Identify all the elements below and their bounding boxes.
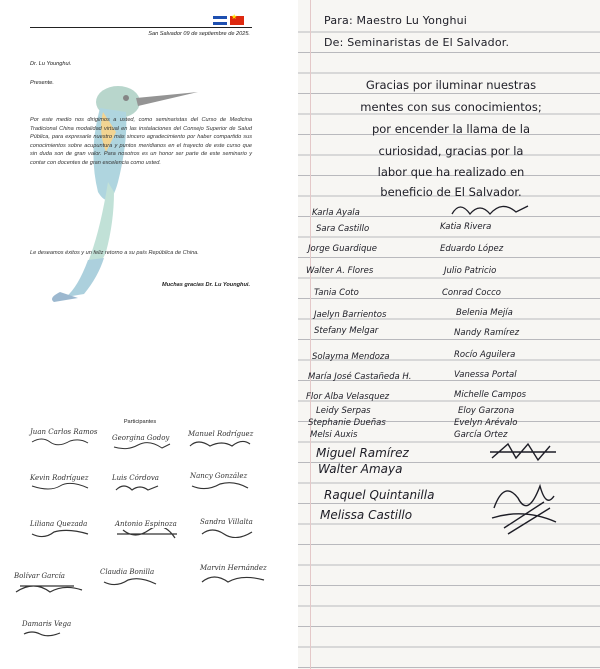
signer-name: Stephanie Dueñas — [308, 418, 386, 428]
signer-name: Vanessa Portal — [454, 370, 517, 380]
signer-name: Miguel Ramírez — [316, 446, 409, 460]
signature-scribble — [488, 440, 558, 466]
signature-scribble — [450, 200, 530, 220]
letter-closing: Muchas gracias Dr. Lu Younghui. — [162, 282, 250, 288]
signature: Marvin Hernández — [200, 564, 267, 572]
signer-name: Julio Patricio — [444, 266, 497, 276]
signer-name: Conrad Cocco — [442, 288, 502, 298]
signer-name: Jaelyn Barrientos — [314, 310, 387, 320]
signer-name: Karla Ayala — [312, 208, 360, 218]
letter-body: Por este medio nos dirigimos a usted, como seminaristas del Curso de Medicina Tradicional China modalidad virtual en las instalaciones del Consejo Superior de Salud Pública, para expresarle nuestro más sincero agradecimiento por haber compartido sus conocimientos sobre acupuntura y puntos meridianos en el trayecto de este curso que sin duda son de gran valor. Para nosotros es un honor ser parte de este seminario y contar con docentes de gran excelencia como usted. — [30, 117, 252, 166]
signer-name: Nandy Ramírez — [454, 328, 520, 338]
signature: Georgina Godoy — [112, 434, 169, 442]
signer-name: Jorge Guardique — [308, 244, 377, 254]
signer-name: Leidy Serpas — [316, 406, 371, 416]
signature: Damaris Vega — [22, 620, 71, 628]
signer-name: Michelle Campos — [454, 390, 527, 400]
signature: Manuel Rodríguez — [188, 430, 253, 438]
participants-title: Participantes — [123, 419, 157, 425]
signer-name: Flor Alba Velasquez — [306, 392, 390, 402]
letter-date: San Salvador 09 de septiembre de 2025. — [148, 31, 250, 37]
signer-name: Tania Coto — [314, 288, 359, 298]
addressee: Dr. Lu Younghui. — [30, 61, 72, 67]
signer-name: Eloy Garzona — [458, 406, 515, 416]
signer-name: Raquel Quintanilla — [324, 488, 435, 502]
note-to-line: Para: Maestro Lu Yonghui — [324, 14, 468, 27]
flags — [213, 16, 247, 25]
signature: Kevin Rodríguez — [30, 474, 88, 482]
handwritten-note — [298, 0, 600, 669]
note-message-line: por encender la llama de la — [371, 122, 531, 136]
signer-name: Eduardo López — [440, 244, 504, 254]
signature: Juan Carlos Ramos — [30, 428, 97, 436]
signer-name: Melsi Auxis — [310, 430, 358, 440]
signature: Bolívar García — [14, 572, 65, 580]
signer-name: María José Castañeda H. — [308, 372, 412, 382]
note-message-line: beneficio de El Salvador. — [380, 185, 522, 199]
margin-line — [310, 0, 311, 669]
letter-wishes: Le deseamos éxitos y un feliz retorno a su país República de China. — [30, 250, 199, 256]
china-flag-icon — [230, 16, 244, 25]
signer-name: Katia Rivera — [440, 222, 492, 232]
signature: Liliana Quezada — [30, 520, 87, 528]
signature-scribble — [484, 478, 560, 538]
signer-name: Belenia Mejía — [456, 308, 513, 318]
greeting: Presente. — [30, 80, 54, 86]
thank-you-letter — [0, 0, 290, 669]
signer-name: Evelyn Arévalo — [454, 418, 518, 428]
note-message-line: Gracias por iluminar nuestras — [365, 78, 537, 92]
note-message-line: curiosidad, gracias por la — [378, 144, 524, 158]
signer-name: García Ortez — [454, 430, 508, 440]
header-rule — [30, 27, 252, 28]
signature: Claudia Bonilla — [100, 568, 154, 576]
note-message-line: mentes con sus conocimientos; — [360, 100, 542, 114]
bird-watermark-icon — [48, 62, 208, 302]
signer-name: Melissa Castillo — [320, 508, 413, 522]
signature: Antonio Espinoza — [115, 520, 177, 528]
signer-name: Solayma Mendoza — [312, 352, 390, 362]
signer-name: Sara Castillo — [316, 224, 370, 234]
signer-name: Stefany Melgar — [314, 326, 379, 336]
el-salvador-flag-icon — [213, 16, 227, 25]
signer-name: Walter Amaya — [318, 462, 403, 476]
signer-name: Rocío Aguilera — [454, 350, 516, 360]
signature: Sandra Villalta — [200, 518, 253, 526]
signature: Luis Córdova — [112, 474, 159, 482]
signer-name: Walter A. Flores — [306, 266, 374, 276]
note-message-line: labor que ha realizado en — [377, 165, 525, 179]
note-from-line: De: Seminaristas de El Salvador. — [324, 36, 510, 49]
signature: Nancy González — [190, 472, 247, 480]
